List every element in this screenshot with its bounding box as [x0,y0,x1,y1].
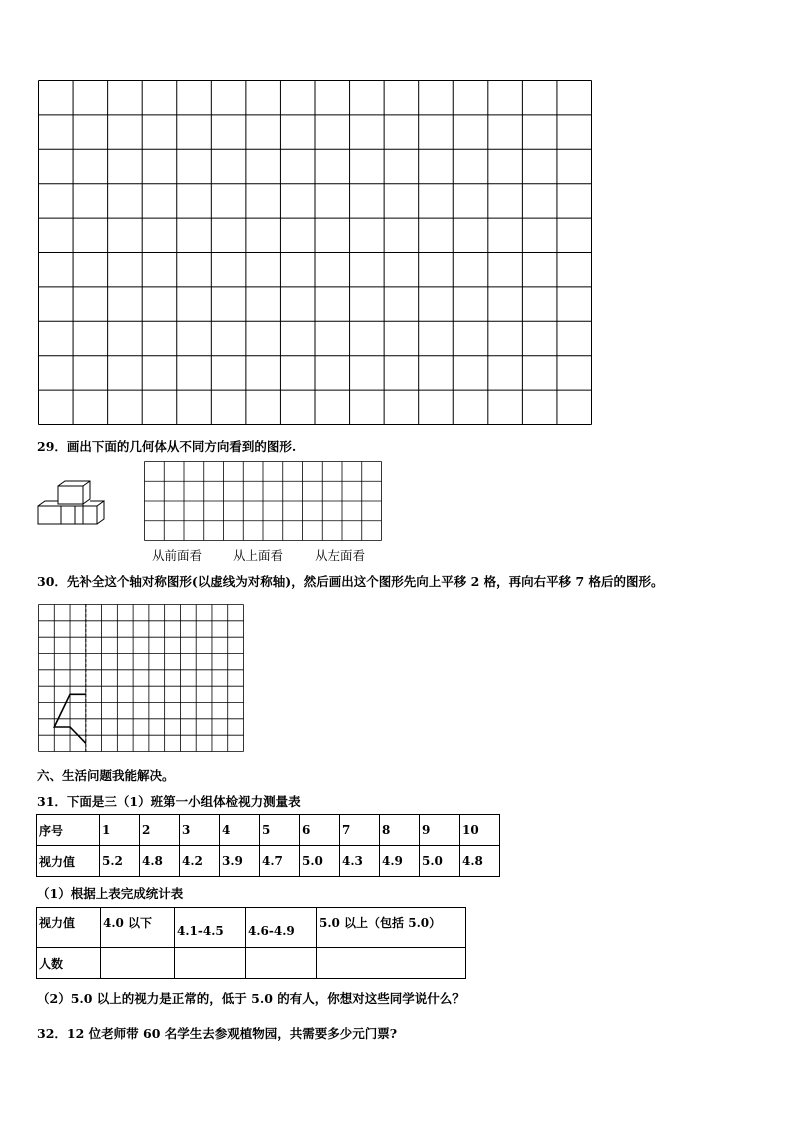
cell-number: 3 [180,815,220,846]
cell-number: 1 [100,815,140,846]
statistics-table-header-row [37,908,466,948]
stat-answer-cell[interactable] [101,948,175,979]
cell-number: 6 [300,815,340,846]
cell-number: 2 [140,815,180,846]
cell-number: 8 [380,815,420,846]
cell-value: 4.8 [460,846,500,877]
stat-answer-cell[interactable] [175,948,246,979]
stat-answer-cell[interactable] [246,948,317,979]
vision-table-row-value [37,846,500,877]
row-header-number: 序号 [37,815,100,846]
answer-grid-large [38,80,592,425]
stat-header: 视力值 [37,908,101,948]
cell-value: 5.0 [420,846,460,877]
question-31-sub1: （1）根据上表完成统计表 [37,886,184,901]
cell-number: 7 [340,815,380,846]
cell-value: 4.2 [180,846,220,877]
question-31-text: 31．下面是三（1）班第一小组体检视力测量表 [37,794,301,809]
stat-header: 4.0 以下 [101,908,175,948]
cell-number: 10 [460,815,500,846]
cell-value: 4.9 [380,846,420,877]
cell-value: 4.7 [260,846,300,877]
stat-row-label: 人数 [37,948,101,979]
vision-table [36,814,500,877]
stat-header: 4.6-4.9 [246,908,317,948]
statistics-table-count-row [37,948,466,979]
cube-solid-figure [38,480,108,526]
cell-value: 3.9 [220,846,260,877]
cell-value: 4.8 [140,846,180,877]
cell-value: 5.0 [300,846,340,877]
cell-value: 4.3 [340,846,380,877]
cell-value: 5.2 [100,846,140,877]
statistics-table [36,907,466,979]
section-6-title: 六、生活问题我能解决。 [37,768,175,783]
stat-header: 4.1-4.5 [175,908,246,948]
vision-table-row-number [37,815,500,846]
stat-header: 5.0 以上（包括 5.0） [317,908,466,948]
symmetry-grid [38,604,244,752]
view-label-front: 从前面看 [152,548,203,563]
question-31-sub2: （2）5.0 以上的视力是正常的，低于 5.0 的有人，你想对这些同学说什么？ [37,991,465,1006]
cell-number: 9 [420,815,460,846]
view-label-left: 从左面看 [315,548,366,563]
question-29-text: 29．画出下面的几何体从不同方向看到的图形. [37,439,297,454]
stat-answer-cell[interactable] [317,948,466,979]
row-header-value: 视力值 [37,846,100,877]
question-32-text: 32．12 位老师带 60 名学生去参观植物园，共需要多少元门票? [37,1026,398,1041]
view-label-top: 从上面看 [233,548,284,563]
question-30-text: 30．先补全这个轴对称图形(以虚线为对称轴)，然后画出这个图形先向上平移 2 格，再向右平移 7 格后的图形。 [37,574,664,589]
cell-number: 4 [220,815,260,846]
answer-grid-views [144,461,382,541]
cell-number: 5 [260,815,300,846]
